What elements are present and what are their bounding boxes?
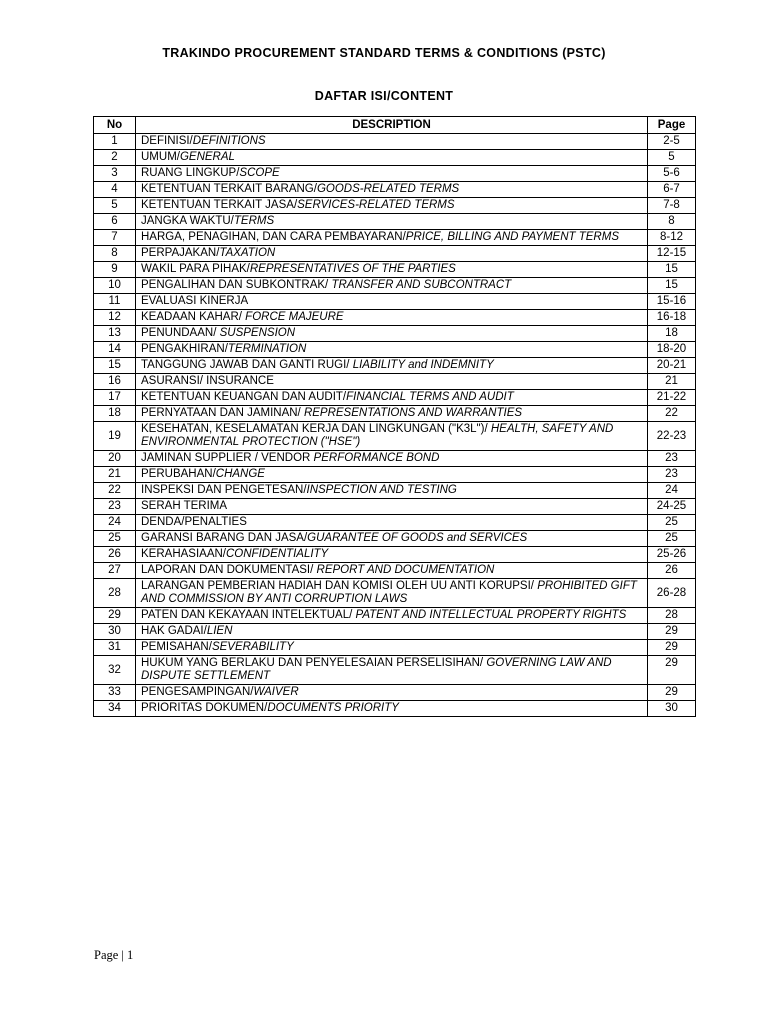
row-number: 10 xyxy=(94,278,136,294)
row-number: 14 xyxy=(94,342,136,358)
row-description xyxy=(136,374,648,390)
row-page: 24 xyxy=(648,483,696,499)
row-number: 13 xyxy=(94,326,136,342)
row-page: 26-28 xyxy=(648,579,696,608)
description-english: FORCE MAJEURE xyxy=(245,311,344,323)
table-row xyxy=(94,390,696,406)
table-row xyxy=(94,230,696,246)
description-indonesian: INSPEKSI DAN PENGETESAN/ xyxy=(141,484,307,496)
table-row xyxy=(94,640,696,656)
row-page: 21-22 xyxy=(648,390,696,406)
row-page: 23 xyxy=(648,451,696,467)
description-indonesian: PEMISAHAN/ xyxy=(141,641,212,653)
description-indonesian: GARANSI BARANG DAN JASA/ xyxy=(141,532,308,544)
row-description xyxy=(136,422,648,451)
table-row xyxy=(94,515,696,531)
description-english: CONFIDENTIALITY xyxy=(226,548,329,560)
row-description xyxy=(136,499,648,515)
description-indonesian: KETENTUAN TERKAIT BARANG/ xyxy=(141,183,317,195)
table-row xyxy=(94,342,696,358)
table-row xyxy=(94,326,696,342)
table-row xyxy=(94,278,696,294)
row-page: 29 xyxy=(648,685,696,701)
row-description xyxy=(136,390,648,406)
row-page: 5-6 xyxy=(648,166,696,182)
row-number: 22 xyxy=(94,483,136,499)
row-description xyxy=(136,531,648,547)
description-english: LIABILITY and INDEMNITY xyxy=(352,359,494,371)
row-page: 29 xyxy=(648,656,696,685)
description-english: GENERAL xyxy=(179,151,235,163)
description-indonesian: KERAHASIAAN/ xyxy=(141,548,226,560)
header-description: DESCRIPTION xyxy=(136,117,648,134)
description-english: TAXATION xyxy=(219,247,276,259)
table-row xyxy=(94,262,696,278)
row-number: 18 xyxy=(94,406,136,422)
description-english: REPRESENTATIVES OF THE PARTIES xyxy=(249,263,456,275)
row-description xyxy=(136,342,648,358)
description-indonesian: PERPAJAKAN/ xyxy=(141,247,220,259)
row-number: 32 xyxy=(94,656,136,685)
row-page: 21 xyxy=(648,374,696,390)
table-row xyxy=(94,701,696,717)
row-number: 27 xyxy=(94,563,136,579)
row-description xyxy=(136,166,648,182)
row-description xyxy=(136,198,648,214)
contents-table xyxy=(93,116,696,717)
row-page: 25 xyxy=(648,531,696,547)
row-description xyxy=(136,326,648,342)
header-row xyxy=(94,117,696,134)
row-number: 34 xyxy=(94,701,136,717)
table-row xyxy=(94,608,696,624)
table-row xyxy=(94,483,696,499)
row-page: 8 xyxy=(648,214,696,230)
row-description xyxy=(136,294,648,310)
row-description xyxy=(136,451,648,467)
table-row xyxy=(94,467,696,483)
table-row xyxy=(94,182,696,198)
row-description xyxy=(136,262,648,278)
description-indonesian: KESEHATAN, KESELAMATAN KERJA DAN LINGKUNGAN ("K3L")/ xyxy=(141,423,491,435)
header-page: Page xyxy=(648,117,696,134)
description-english: WAIVER xyxy=(253,686,299,698)
row-number: 31 xyxy=(94,640,136,656)
row-number: 6 xyxy=(94,214,136,230)
row-page: 24-25 xyxy=(648,499,696,515)
description-english: PATENT AND INTELLECTUAL PROPERTY RIGHTS xyxy=(355,609,627,621)
row-number: 16 xyxy=(94,374,136,390)
description-indonesian: ASURANSI/ INSURANCE xyxy=(141,375,274,387)
description-indonesian: HUKUM YANG BERLAKU DAN PENYELESAIAN PERSELISIHAN/ xyxy=(141,657,487,669)
table-row xyxy=(94,579,696,608)
row-description xyxy=(136,701,648,717)
row-page: 2-5 xyxy=(648,134,696,150)
row-number: 3 xyxy=(94,166,136,182)
row-number: 2 xyxy=(94,150,136,166)
row-page: 15 xyxy=(648,278,696,294)
row-number: 21 xyxy=(94,467,136,483)
description-indonesian: PENGALIHAN DAN SUBKONTRAK/ xyxy=(141,279,332,291)
row-description xyxy=(136,230,648,246)
description-indonesian: UMUM/ xyxy=(141,151,180,163)
header-no: No xyxy=(94,117,136,134)
row-number: 1 xyxy=(94,134,136,150)
table-body xyxy=(94,134,696,717)
row-page: 16-18 xyxy=(648,310,696,326)
row-page: 18 xyxy=(648,326,696,342)
description-english: HEALTH, SAFETY AND ENVIRONMENTAL PROTECTION ("HSE") xyxy=(141,423,614,448)
row-page: 23 xyxy=(648,467,696,483)
row-number: 19 xyxy=(94,422,136,451)
row-page: 18-20 xyxy=(648,342,696,358)
row-number: 15 xyxy=(94,358,136,374)
row-page: 22 xyxy=(648,406,696,422)
description-indonesian: PENUNDAAN/ xyxy=(141,327,220,339)
table-row xyxy=(94,166,696,182)
row-description xyxy=(136,246,648,262)
row-description xyxy=(136,563,648,579)
row-description xyxy=(136,579,648,608)
table-row xyxy=(94,294,696,310)
description-indonesian: TANGGUNG JAWAB DAN GANTI RUGI/ xyxy=(141,359,353,371)
description-indonesian: PRIORITAS DOKUMEN/ xyxy=(141,702,268,714)
row-description xyxy=(136,214,648,230)
description-indonesian: SERAH TERIMA xyxy=(141,500,228,512)
table-row xyxy=(94,246,696,262)
description-english: FINANCIAL TERMS AND AUDIT xyxy=(346,391,514,403)
row-page: 6-7 xyxy=(648,182,696,198)
row-number: 26 xyxy=(94,547,136,563)
row-number: 4 xyxy=(94,182,136,198)
description-english: LIEN xyxy=(206,625,233,637)
table-row xyxy=(94,547,696,563)
document-subtitle: DAFTAR ISI/CONTENT xyxy=(314,89,454,103)
description-english: REPRESENTATIONS AND WARRANTIES xyxy=(303,407,523,419)
table-row xyxy=(94,531,696,547)
row-number: 5 xyxy=(94,198,136,214)
table-row xyxy=(94,214,696,230)
table-row xyxy=(94,451,696,467)
row-page: 22-23 xyxy=(648,422,696,451)
row-page: 29 xyxy=(648,640,696,656)
description-english: GUARANTEE OF GOODS and SERVICES xyxy=(307,532,528,544)
row-number: 28 xyxy=(94,579,136,608)
row-page: 15 xyxy=(648,262,696,278)
table-header xyxy=(94,117,696,134)
row-description xyxy=(136,134,648,150)
table-row xyxy=(94,150,696,166)
table-row xyxy=(94,198,696,214)
table-row xyxy=(94,656,696,685)
row-number: 11 xyxy=(94,294,136,310)
description-english: DEFINITIONS xyxy=(192,135,266,147)
table-row xyxy=(94,563,696,579)
description-english: REPORT AND DOCUMENTATION xyxy=(316,564,495,576)
description-english: SCOPE xyxy=(239,167,280,179)
description-english: GOODS-RELATED TERMS xyxy=(316,183,460,195)
description-english: SERVICES-RELATED TERMS xyxy=(297,199,455,211)
description-english: TRANSFER AND SUBCONTRACT xyxy=(331,279,512,291)
row-number: 23 xyxy=(94,499,136,515)
table-row xyxy=(94,134,696,150)
description-indonesian: PENGESAMPINGAN/ xyxy=(141,686,254,698)
description-indonesian: LAPORAN DAN DOKUMENTASI/ xyxy=(141,564,317,576)
description-indonesian: DEFINISI/ xyxy=(141,135,193,147)
table-row xyxy=(94,310,696,326)
row-description xyxy=(136,640,648,656)
description-indonesian: PERNYATAAN DAN JAMINAN/ xyxy=(141,407,304,419)
row-description xyxy=(136,406,648,422)
row-description xyxy=(136,608,648,624)
row-page: 25-26 xyxy=(648,547,696,563)
page-footer: Page | 1 xyxy=(94,948,134,962)
description-indonesian: DENDA/PENALTIES xyxy=(141,516,247,528)
table-row xyxy=(94,374,696,390)
description-indonesian: PATEN DAN KEKAYAAN INTELEKTUAL/ xyxy=(141,609,356,621)
table-row xyxy=(94,358,696,374)
row-number: 30 xyxy=(94,624,136,640)
document-title: TRAKINDO PROCUREMENT STANDARD TERMS & CONDITIONS (PSTC) xyxy=(162,46,606,60)
description-indonesian: HAK GADAI/ xyxy=(141,625,207,637)
table-row xyxy=(94,499,696,515)
row-page: 28 xyxy=(648,608,696,624)
row-page: 5 xyxy=(648,150,696,166)
description-indonesian: JAMINAN SUPPLIER / VENDOR xyxy=(141,452,314,464)
row-description xyxy=(136,467,648,483)
row-description xyxy=(136,278,648,294)
description-indonesian: PENGAKHIRAN/ xyxy=(141,343,228,355)
row-description xyxy=(136,515,648,531)
row-description xyxy=(136,624,648,640)
description-indonesian: HARGA, PENAGIHAN, DAN CARA PEMBAYARAN/ xyxy=(141,231,406,243)
row-number: 24 xyxy=(94,515,136,531)
description-indonesian: KETENTUAN TERKAIT JASA/ xyxy=(141,199,298,211)
row-number: 20 xyxy=(94,451,136,467)
description-indonesian: JANGKA WAKTU/ xyxy=(141,215,234,227)
description-english: TERMINATION xyxy=(227,343,307,355)
row-number: 29 xyxy=(94,608,136,624)
description-english: PROHIBITED GIFT AND COMMISSION BY ANTI CORRUPTION LAWS xyxy=(141,580,637,605)
description-english: TERMS xyxy=(233,215,275,227)
row-description xyxy=(136,310,648,326)
row-description xyxy=(136,685,648,701)
row-number: 8 xyxy=(94,246,136,262)
row-page: 7-8 xyxy=(648,198,696,214)
row-description xyxy=(136,358,648,374)
row-page: 25 xyxy=(648,515,696,531)
row-number: 12 xyxy=(94,310,136,326)
table-row xyxy=(94,685,696,701)
row-page: 29 xyxy=(648,624,696,640)
row-page: 15-16 xyxy=(648,294,696,310)
description-indonesian: KETENTUAN KEUANGAN DAN AUDIT/ xyxy=(141,391,347,403)
description-indonesian: LARANGAN PEMBERIAN HADIAH DAN KOMISI OLEH UU ANTI KORUPSI/ xyxy=(141,580,538,592)
description-english: INSPECTION AND TESTING xyxy=(306,484,457,496)
row-description xyxy=(136,483,648,499)
table-row xyxy=(94,624,696,640)
row-description xyxy=(136,656,648,685)
description-english: PERFORMANCE BOND xyxy=(313,452,440,464)
row-page: 20-21 xyxy=(648,358,696,374)
row-description xyxy=(136,547,648,563)
description-indonesian: PERUBAHAN/ xyxy=(141,468,216,480)
description-english: PRICE, BILLING AND PAYMENT TERMS xyxy=(405,231,619,243)
description-english: GOVERNING LAW AND DISPUTE SETTLEMENT xyxy=(141,657,612,682)
table-row xyxy=(94,422,696,451)
row-number: 9 xyxy=(94,262,136,278)
row-description xyxy=(136,150,648,166)
row-page: 12-15 xyxy=(648,246,696,262)
row-description xyxy=(136,182,648,198)
description-indonesian: WAKIL PARA PIHAK/ xyxy=(141,263,250,275)
description-indonesian: RUANG LINGKUP/ xyxy=(141,167,240,179)
row-number: 33 xyxy=(94,685,136,701)
description-indonesian: KEADAAN KAHAR/ xyxy=(141,311,246,323)
row-number: 17 xyxy=(94,390,136,406)
table-row xyxy=(94,406,696,422)
row-page: 26 xyxy=(648,563,696,579)
description-indonesian: EVALUASI KINERJA xyxy=(141,295,249,307)
description-english: SEVERABILITY xyxy=(211,641,294,653)
description-english: SUSPENSION xyxy=(219,327,296,339)
row-number: 25 xyxy=(94,531,136,547)
row-number: 7 xyxy=(94,230,136,246)
description-english: DOCUMENTS PRIORITY xyxy=(267,702,399,714)
description-english: CHANGE xyxy=(215,468,265,480)
row-page: 8-12 xyxy=(648,230,696,246)
row-page: 30 xyxy=(648,701,696,717)
